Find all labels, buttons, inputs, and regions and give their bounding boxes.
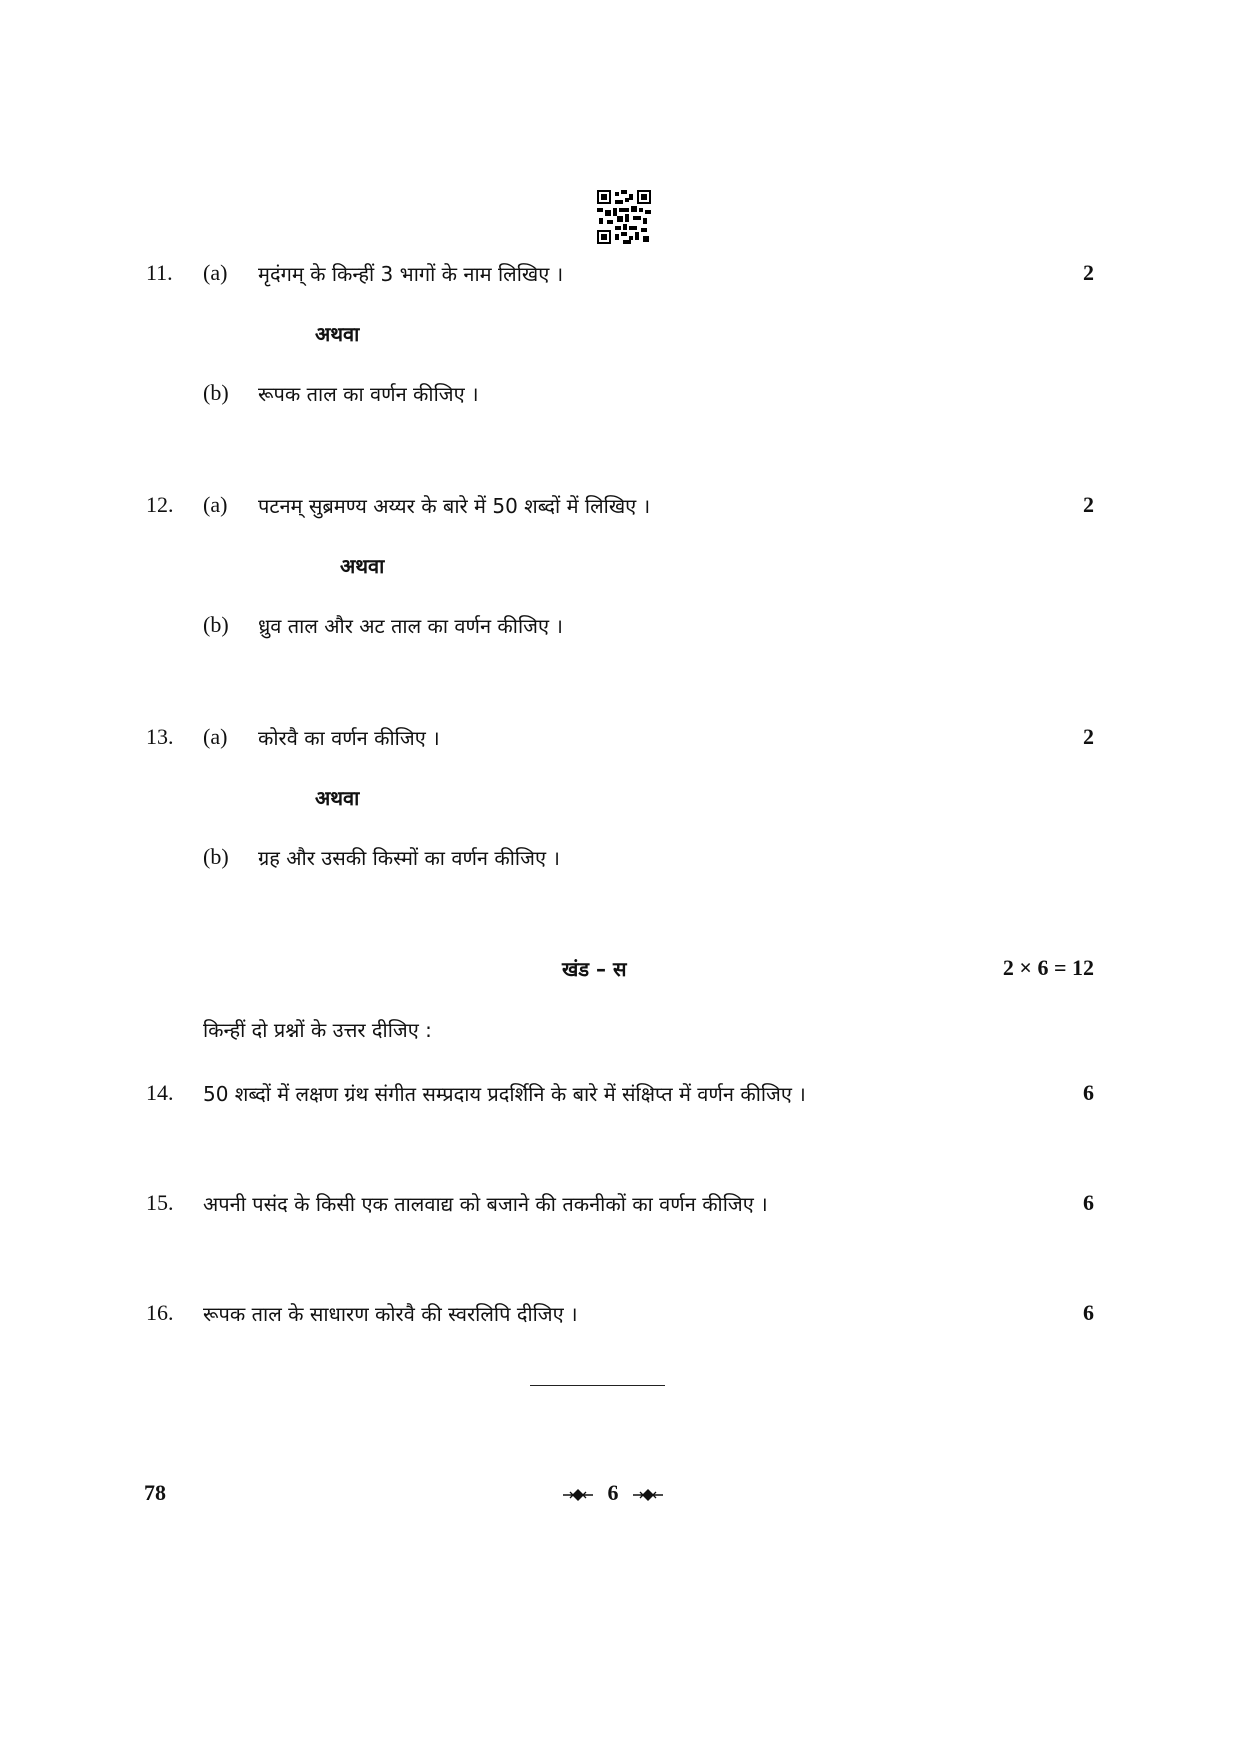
question-marks: 6 [1083, 1190, 1094, 1215]
part-a-label: (a) [203, 724, 228, 749]
question-marks: 2 [1083, 492, 1094, 517]
or-label: अथवा [340, 554, 385, 578]
part-a-label: (a) [203, 492, 228, 517]
part-a-text: कोरवै का वर्णन कीजिए । [258, 726, 440, 750]
part-b-text: ग्रह और उसकी किस्मों का वर्णन कीजिए । [258, 846, 560, 870]
question-marks: 2 [1083, 260, 1094, 285]
part-b-text: ध्रुव ताल और अट ताल का वर्णन कीजिए । [258, 614, 563, 638]
ornament-icon [632, 1487, 664, 1503]
ornament-icon [562, 1487, 594, 1503]
part-b-label: (b) [203, 844, 229, 869]
question-text: अपनी पसंद के किसी एक तालवाद्य को बजाने की तकनीकों का वर्णन कीजिए । [203, 1192, 768, 1216]
question-number: 16. [146, 1300, 174, 1325]
page-number-block [562, 1480, 664, 1506]
section-marks: 2 × 6 = 12 [1002, 955, 1094, 980]
qr-code-icon [597, 190, 651, 244]
part-a-text: पटनम् सुब्रमण्य अय्यर के बारे में 50 शब्दों में लिखिए । [258, 494, 651, 518]
section-instruction: किन्हीं दो प्रश्नों के उत्तर दीजिए : [203, 1018, 432, 1042]
part-b-label: (b) [203, 612, 229, 637]
question-number: 14. [146, 1080, 174, 1105]
question-number: 13. [146, 724, 174, 749]
part-a-label: (a) [203, 260, 228, 285]
section-title: खंड – स [562, 957, 627, 981]
part-a-text: मृदंगम् के किन्हीं 3 भागों के नाम लिखिए । [258, 262, 564, 286]
question-marks: 6 [1083, 1300, 1094, 1325]
question-text: रूपक ताल के साधारण कोरवै की स्वरलिपि दीजिए । [203, 1302, 578, 1326]
end-divider [530, 1385, 665, 1386]
question-marks: 2 [1083, 724, 1094, 749]
question-text: 50 शब्दों में लक्षण ग्रंथ संगीत सम्प्रदाय प्रदर्शिनि के बारे में संक्षिप्त में वर्णन कीजिए । [203, 1082, 806, 1106]
or-label: अथवा [315, 786, 360, 810]
question-number: 15. [146, 1190, 174, 1215]
page-number: 6 [607, 1480, 619, 1505]
part-b-text: रूपक ताल का वर्णन कीजिए । [258, 382, 479, 406]
or-label: अथवा [315, 322, 360, 346]
question-marks: 6 [1083, 1080, 1094, 1105]
paper-code: 78 [144, 1480, 166, 1505]
question-number: 12. [146, 492, 174, 517]
part-b-label: (b) [203, 380, 229, 405]
question-number: 11. [146, 260, 173, 285]
